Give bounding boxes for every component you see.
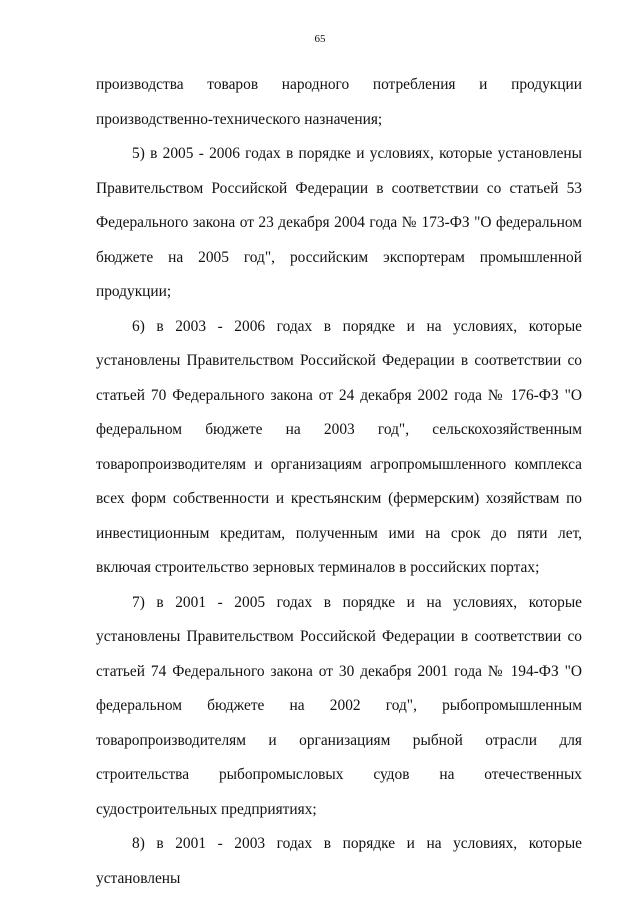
paragraph-item-7: 7) в 2001 - 2005 годах в порядке и на условиях, которые установлены Правительством Российской Федерации в соответствии со статьей 74 Федерального закона от 30 декабря 2001 года № 194-ФЗ "О федеральном бюджете на 2002 год", рыбопромышленным товаропроизводителям и организациям рыбной отрасли для строительства рыбопромысловых судов на отечественных судостроительных предприятиях;: [96, 593, 582, 818]
document-body: [96, 68, 582, 896]
paragraph-item-8: 8) в 2001 - 2003 годах в порядке и на условиях, которые установлены: [96, 835, 582, 887]
paragraph-item-5: 5) в 2005 - 2006 годах в порядке и условиях, которые установлены Правительством Российской Федерации в соответствии со статьей 53 Федерального закона от 23 декабря 2004 года № 173-ФЗ "О федеральном бюджете на 2005 год", российским экспортерам промышленной продукции;: [96, 145, 582, 300]
page-number: 65: [314, 33, 326, 45]
paragraph-item-6: 6) в 2003 - 2006 годах в порядке и на условиях, которые установлены Правительством Российской Федерации в соответствии со статьей 70 Федерального закона от 24 декабря 2002 года № 176-ФЗ "О федеральном бюджете на 2003 год", сельскохозяйственным товаропроизводителям и организациям агропромышленного комплекса всех форм собственности и крестьянским (фермерским) хозяйствам по инвестиционным кредитам, полученным ими на срок до пяти лет, включая строительство зерновых терминалов в российских портах;: [96, 317, 582, 576]
paragraph-continuation: производства товаров народного потребления и продукции производственно-технического назначения;: [96, 76, 582, 128]
